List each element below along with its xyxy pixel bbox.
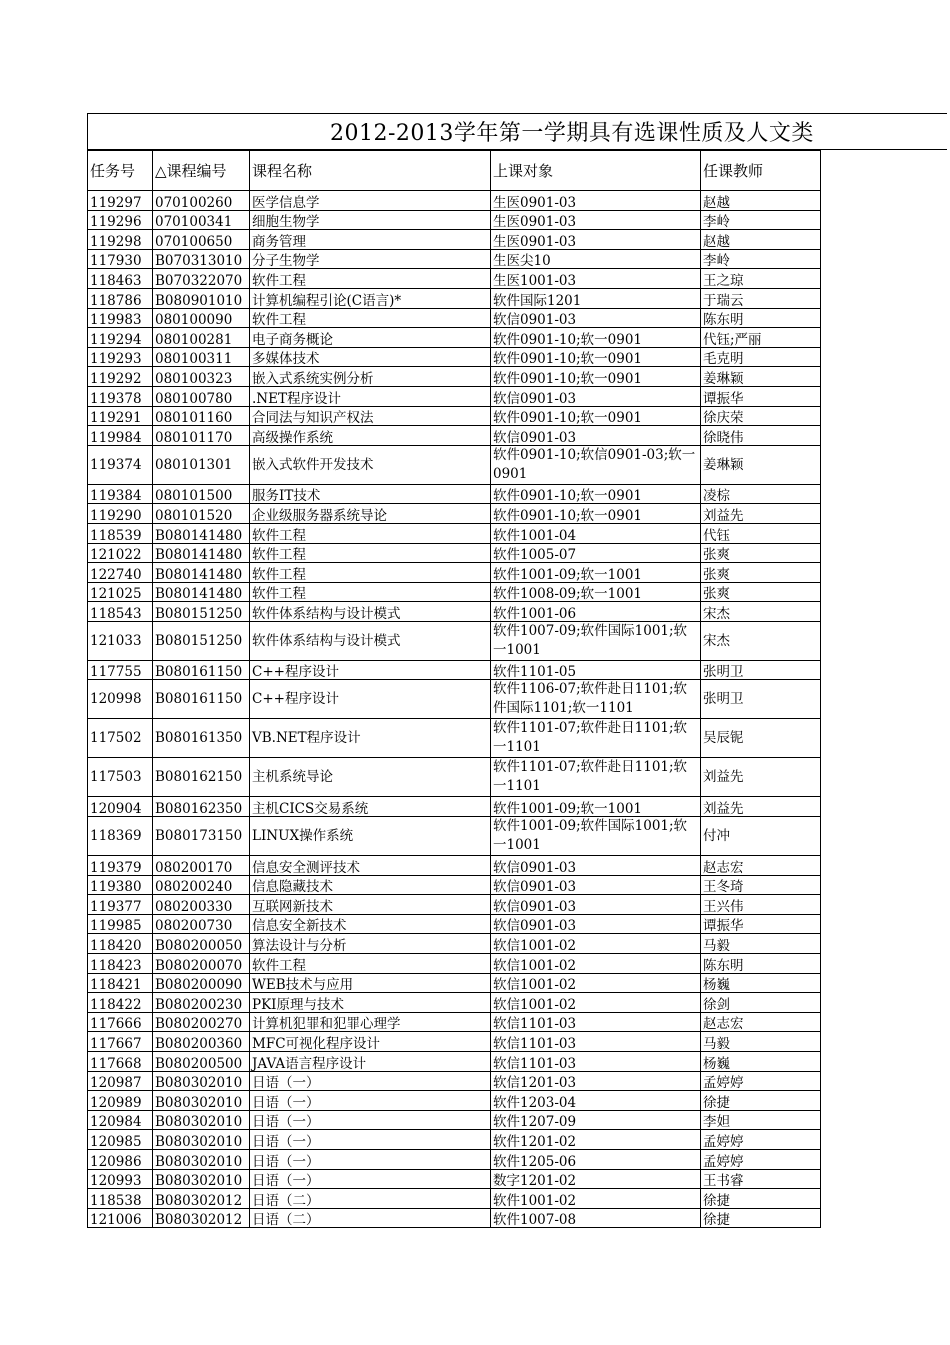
teacher-cell: 李岭 [701, 210, 821, 230]
table-body [88, 191, 821, 1228]
teacher-cell: 徐晓伟 [701, 426, 821, 446]
task-id-cell: 119296 [88, 210, 153, 230]
task-id-cell: 119380 [88, 875, 153, 895]
course-name-cell: 算法设计与分析 [250, 934, 491, 954]
task-id-cell: 120987 [88, 1071, 153, 1091]
table-row [88, 1189, 821, 1209]
teacher-cell: 于瑞云 [701, 288, 821, 308]
course-name-cell: 软件工程 [250, 269, 491, 289]
table-row [88, 484, 821, 504]
task-id-cell: 118543 [88, 602, 153, 622]
course-name-cell: 软件工程 [250, 563, 491, 583]
table-row [88, 758, 821, 797]
class-target-cell: 软件1001-04 [491, 523, 701, 543]
course-name-cell: PKI原理与技术 [250, 993, 491, 1013]
teacher-cell: 吴辰铌 [701, 719, 821, 758]
course-code-cell: B080141480 [153, 523, 250, 543]
teacher-cell: 杨巍 [701, 1052, 821, 1072]
class-target-cell: 软件1101-07;软件赴日1101;软一1101 [491, 719, 701, 758]
class-target-cell: 软件1001-02 [491, 1189, 701, 1209]
course-code-cell: B080302010 [153, 1071, 250, 1091]
task-id-cell: 118786 [88, 288, 153, 308]
task-id-cell: 118420 [88, 934, 153, 954]
teacher-cell: 谭振华 [701, 386, 821, 406]
course-code-cell: 080101301 [153, 445, 250, 484]
header-row [88, 151, 821, 191]
course-code-cell: 070100341 [153, 210, 250, 230]
teacher-cell: 杨巍 [701, 973, 821, 993]
course-name-cell: 信息隐藏技术 [250, 875, 491, 895]
course-code-cell: B080161350 [153, 719, 250, 758]
teacher-cell: 李妲 [701, 1110, 821, 1130]
class-target-cell: 软信1101-03 [491, 1032, 701, 1052]
teacher-cell: 赵志宏 [701, 1012, 821, 1032]
table-row [88, 543, 821, 563]
course-name-cell: VB.NET程序设计 [250, 719, 491, 758]
teacher-cell: 徐捷 [701, 1208, 821, 1228]
teacher-cell: 宋杰 [701, 602, 821, 622]
course-name-cell: 软件体系结构与设计模式 [250, 621, 491, 660]
teacher-cell: 王书睿 [701, 1169, 821, 1189]
table-row [88, 797, 821, 817]
course-table [87, 150, 821, 1228]
course-code-cell: 080101160 [153, 406, 250, 426]
course-name-cell: 主机CICS交易系统 [250, 797, 491, 817]
table-row [88, 308, 821, 328]
task-id-cell: 118421 [88, 973, 153, 993]
class-target-cell: 软件1001-06 [491, 602, 701, 622]
title-row [87, 113, 947, 150]
task-id-cell: 121022 [88, 543, 153, 563]
table-row [88, 875, 821, 895]
class-target-cell: 软信0901-03 [491, 895, 701, 915]
course-name-cell: 高级操作系统 [250, 426, 491, 446]
course-code-cell: 080100780 [153, 386, 250, 406]
task-id-cell: 120998 [88, 680, 153, 719]
header-teacher: 任课教师 [701, 151, 821, 191]
class-target-cell: 软信0901-03 [491, 875, 701, 895]
course-name-cell: C++程序设计 [250, 660, 491, 680]
course-code-cell: B080151250 [153, 602, 250, 622]
course-code-cell: B080141480 [153, 543, 250, 563]
class-target-cell: 软件0901-10;软信0901-03;软一0901 [491, 445, 701, 484]
class-target-cell: 软信1001-02 [491, 934, 701, 954]
teacher-cell: 凌棕 [701, 484, 821, 504]
teacher-cell: 刘益先 [701, 504, 821, 524]
course-name-cell: 日语（一） [250, 1110, 491, 1130]
teacher-cell: 张明卫 [701, 680, 821, 719]
teacher-cell: 徐捷 [701, 1189, 821, 1209]
course-name-cell: LINUX操作系统 [250, 817, 491, 856]
course-name-cell: 软件体系结构与设计模式 [250, 602, 491, 622]
table-row [88, 249, 821, 269]
course-code-cell: B080302010 [153, 1110, 250, 1130]
course-code-cell: B080200270 [153, 1012, 250, 1032]
class-target-cell: 软信1201-03 [491, 1071, 701, 1091]
teacher-cell: 毛克明 [701, 347, 821, 367]
class-target-cell: 软信0901-03 [491, 914, 701, 934]
table-row [88, 386, 821, 406]
class-target-cell: 软件1008-09;软一1001 [491, 582, 701, 602]
table-row [88, 660, 821, 680]
teacher-cell: 谭振华 [701, 914, 821, 934]
course-code-cell: B080173150 [153, 817, 250, 856]
course-code-cell: 080100311 [153, 347, 250, 367]
task-id-cell: 119983 [88, 308, 153, 328]
course-code-cell: 080100281 [153, 328, 250, 348]
task-id-cell: 119384 [88, 484, 153, 504]
teacher-cell: 张爽 [701, 582, 821, 602]
teacher-cell: 张明卫 [701, 660, 821, 680]
class-target-cell: 软信0901-03 [491, 426, 701, 446]
teacher-cell: 孟婷婷 [701, 1130, 821, 1150]
header-class-target: 上课对象 [491, 151, 701, 191]
course-name-cell: 日语（一） [250, 1149, 491, 1169]
course-name-cell: 计算机编程引论(C语言)* [250, 288, 491, 308]
task-id-cell: 119378 [88, 386, 153, 406]
table-row [88, 1071, 821, 1091]
header-course-name: 课程名称 [250, 151, 491, 191]
course-code-cell: 070100650 [153, 230, 250, 250]
course-name-cell: 软件工程 [250, 523, 491, 543]
class-target-cell: 软信1001-02 [491, 993, 701, 1013]
course-name-cell: 信息安全新技术 [250, 914, 491, 934]
course-name-cell: 软件工程 [250, 308, 491, 328]
class-target-cell: 软件0901-10;软一0901 [491, 504, 701, 524]
table-row [88, 504, 821, 524]
task-id-cell: 119290 [88, 504, 153, 524]
course-code-cell: B080200090 [153, 973, 250, 993]
table-row [88, 230, 821, 250]
task-id-cell: 119374 [88, 445, 153, 484]
class-target-cell: 软信1101-03 [491, 1052, 701, 1072]
class-target-cell: 生医0901-03 [491, 230, 701, 250]
course-code-cell: B080302010 [153, 1130, 250, 1150]
teacher-cell: 陈东明 [701, 308, 821, 328]
class-target-cell: 软件0901-10;软一0901 [491, 328, 701, 348]
task-id-cell: 119379 [88, 856, 153, 876]
class-target-cell: 生医1001-03 [491, 269, 701, 289]
class-target-cell: 软件1007-09;软件国际1001;软一1001 [491, 621, 701, 660]
course-name-cell: .NET程序设计 [250, 386, 491, 406]
table-row [88, 523, 821, 543]
class-target-cell: 软信1001-02 [491, 973, 701, 993]
class-target-cell: 生医0901-03 [491, 210, 701, 230]
class-target-cell: 软件1001-09;软件国际1001;软一1001 [491, 817, 701, 856]
course-name-cell: JAVA语言程序设计 [250, 1052, 491, 1072]
class-target-cell: 软件0901-10;软一0901 [491, 484, 701, 504]
teacher-cell: 姜琳颖 [701, 367, 821, 387]
class-target-cell: 生医尖10 [491, 249, 701, 269]
course-name-cell: 嵌入式系统实例分析 [250, 367, 491, 387]
course-name-cell: 分子生物学 [250, 249, 491, 269]
class-target-cell: 软件0901-10;软一0901 [491, 347, 701, 367]
task-id-cell: 119293 [88, 347, 153, 367]
table-row [88, 406, 821, 426]
class-target-cell: 软件0901-10;软一0901 [491, 367, 701, 387]
table-row [88, 914, 821, 934]
course-code-cell: 080101500 [153, 484, 250, 504]
class-target-cell: 软件1007-08 [491, 1208, 701, 1228]
task-id-cell: 119298 [88, 230, 153, 250]
course-name-cell: C++程序设计 [250, 680, 491, 719]
course-code-cell: B080302010 [153, 1091, 250, 1111]
course-name-cell: 商务管理 [250, 230, 491, 250]
teacher-cell: 徐庆荣 [701, 406, 821, 426]
class-target-cell: 数字1201-02 [491, 1169, 701, 1189]
table-row [88, 993, 821, 1013]
course-name-cell: 日语（一） [250, 1071, 491, 1091]
course-code-cell: B080151250 [153, 621, 250, 660]
class-target-cell: 软件1203-04 [491, 1091, 701, 1111]
task-id-cell: 120904 [88, 797, 153, 817]
course-name-cell: 细胞生物学 [250, 210, 491, 230]
course-code-cell: 070100260 [153, 191, 250, 211]
teacher-cell: 赵越 [701, 191, 821, 211]
course-code-cell: B080200360 [153, 1032, 250, 1052]
course-name-cell: 信息安全测评技术 [250, 856, 491, 876]
teacher-cell: 赵越 [701, 230, 821, 250]
task-id-cell: 119984 [88, 426, 153, 446]
task-id-cell: 118422 [88, 993, 153, 1013]
course-name-cell: 软件工程 [250, 543, 491, 563]
course-code-cell: 080100323 [153, 367, 250, 387]
class-target-cell: 软件1201-02 [491, 1130, 701, 1150]
class-target-cell: 软件1101-05 [491, 660, 701, 680]
task-id-cell: 117930 [88, 249, 153, 269]
course-code-cell: B070322070 [153, 269, 250, 289]
table-row [88, 856, 821, 876]
teacher-cell: 王之琼 [701, 269, 821, 289]
class-target-cell: 软件1101-07;软件赴日1101;软一1101 [491, 758, 701, 797]
course-code-cell: B080200070 [153, 954, 250, 974]
task-id-cell: 119291 [88, 406, 153, 426]
table-row [88, 426, 821, 446]
table-row [88, 954, 821, 974]
task-id-cell: 117502 [88, 719, 153, 758]
table-row [88, 1110, 821, 1130]
teacher-cell: 张爽 [701, 543, 821, 563]
class-target-cell: 软信0901-03 [491, 856, 701, 876]
course-code-cell: B080141480 [153, 563, 250, 583]
course-code-cell: 080200730 [153, 914, 250, 934]
teacher-cell: 代钰 [701, 523, 821, 543]
table-row [88, 973, 821, 993]
teacher-cell: 徐捷 [701, 1091, 821, 1111]
task-id-cell: 117755 [88, 660, 153, 680]
teacher-cell: 李岭 [701, 249, 821, 269]
task-id-cell: 119985 [88, 914, 153, 934]
course-code-cell: B080161150 [153, 680, 250, 719]
task-id-cell: 120989 [88, 1091, 153, 1111]
course-name-cell: 多媒体技术 [250, 347, 491, 367]
table-row [88, 191, 821, 211]
task-id-cell: 117668 [88, 1052, 153, 1072]
teacher-cell: 马毅 [701, 1032, 821, 1052]
course-code-cell: B080141480 [153, 582, 250, 602]
table-row [88, 328, 821, 348]
teacher-cell: 刘益先 [701, 758, 821, 797]
table-row [88, 621, 821, 660]
course-code-cell: B070313010 [153, 249, 250, 269]
class-target-cell: 软件1207-09 [491, 1110, 701, 1130]
task-id-cell: 121006 [88, 1208, 153, 1228]
table-row [88, 445, 821, 484]
teacher-cell: 马毅 [701, 934, 821, 954]
course-code-cell: B080200500 [153, 1052, 250, 1072]
course-name-cell: 企业级服务器系统导论 [250, 504, 491, 524]
teacher-cell: 徐剑 [701, 993, 821, 1013]
course-name-cell: 合同法与知识产权法 [250, 406, 491, 426]
table-row [88, 934, 821, 954]
table-row [88, 719, 821, 758]
teacher-cell: 孟婷婷 [701, 1071, 821, 1091]
course-name-cell: 服务IT技术 [250, 484, 491, 504]
course-name-cell: WEB技术与应用 [250, 973, 491, 993]
course-code-cell: B080901010 [153, 288, 250, 308]
table-row [88, 1012, 821, 1032]
course-code-cell: B080302010 [153, 1149, 250, 1169]
task-id-cell: 118538 [88, 1189, 153, 1209]
table-row [88, 269, 821, 289]
class-target-cell: 生医0901-03 [491, 191, 701, 211]
task-id-cell: 118369 [88, 817, 153, 856]
task-id-cell: 119297 [88, 191, 153, 211]
course-name-cell: 计算机犯罪和犯罪心理学 [250, 1012, 491, 1032]
task-id-cell: 120993 [88, 1169, 153, 1189]
course-code-cell: B080302010 [153, 1169, 250, 1189]
teacher-cell: 姜琳颖 [701, 445, 821, 484]
task-id-cell: 119377 [88, 895, 153, 915]
table-row [88, 288, 821, 308]
course-name-cell: 日语（二） [250, 1208, 491, 1228]
class-target-cell: 软信1101-03 [491, 1012, 701, 1032]
table-row [88, 367, 821, 387]
course-name-cell: 日语（一） [250, 1091, 491, 1111]
course-code-cell: 080101170 [153, 426, 250, 446]
teacher-cell: 刘益先 [701, 797, 821, 817]
course-name-cell: 日语（一） [250, 1130, 491, 1150]
table-row [88, 895, 821, 915]
teacher-cell: 张爽 [701, 563, 821, 583]
course-code-cell: B080162150 [153, 758, 250, 797]
task-id-cell: 117667 [88, 1032, 153, 1052]
table-row [88, 680, 821, 719]
page-title: 2012-2013学年第一学期具有选课性质及人文类 [330, 121, 814, 146]
table-row [88, 1032, 821, 1052]
table-row [88, 1169, 821, 1189]
header-task-id: 任务号 [88, 151, 153, 191]
teacher-cell: 孟婷婷 [701, 1149, 821, 1169]
course-name-cell: 软件工程 [250, 954, 491, 974]
task-id-cell: 121025 [88, 582, 153, 602]
course-code-cell: 080100090 [153, 308, 250, 328]
teacher-cell: 王兴伟 [701, 895, 821, 915]
course-name-cell: 电子商务概论 [250, 328, 491, 348]
teacher-cell: 代钰;严丽 [701, 328, 821, 348]
course-code-cell: B080161150 [153, 660, 250, 680]
course-code-cell: 080200240 [153, 875, 250, 895]
course-code-cell: B080200230 [153, 993, 250, 1013]
teacher-cell: 王冬琦 [701, 875, 821, 895]
table-row [88, 563, 821, 583]
class-target-cell: 软信1001-02 [491, 954, 701, 974]
class-target-cell: 软信0901-03 [491, 308, 701, 328]
class-target-cell: 软件1001-09;软一1001 [491, 563, 701, 583]
course-name-cell: MFC可视化程序设计 [250, 1032, 491, 1052]
class-target-cell: 软件0901-10;软一0901 [491, 406, 701, 426]
course-name-cell: 主机系统导论 [250, 758, 491, 797]
teacher-cell: 赵志宏 [701, 856, 821, 876]
course-code-cell: B080200050 [153, 934, 250, 954]
table-row [88, 1208, 821, 1228]
table-row [88, 602, 821, 622]
course-name-cell: 嵌入式软件开发技术 [250, 445, 491, 484]
class-target-cell: 软件1106-07;软件赴日1101;软件国际1101;软一1101 [491, 680, 701, 719]
table-row [88, 210, 821, 230]
course-name-cell: 软件工程 [250, 582, 491, 602]
class-target-cell: 软信0901-03 [491, 386, 701, 406]
course-name-cell: 互联网新技术 [250, 895, 491, 915]
table-row [88, 347, 821, 367]
class-target-cell: 软件1005-07 [491, 543, 701, 563]
table-row [88, 1091, 821, 1111]
teacher-cell: 付冲 [701, 817, 821, 856]
class-target-cell: 软件国际1201 [491, 288, 701, 308]
task-id-cell: 120984 [88, 1110, 153, 1130]
course-code-cell: B080302012 [153, 1208, 250, 1228]
spreadsheet [87, 113, 947, 1228]
course-name-cell: 日语（二） [250, 1189, 491, 1209]
table-row [88, 1052, 821, 1072]
task-id-cell: 120985 [88, 1130, 153, 1150]
task-id-cell: 121033 [88, 621, 153, 660]
course-code-cell: B080162350 [153, 797, 250, 817]
header-course-code: △课程编号 [153, 151, 250, 191]
course-code-cell: 080200170 [153, 856, 250, 876]
teacher-cell: 宋杰 [701, 621, 821, 660]
table-row [88, 1149, 821, 1169]
task-id-cell: 120986 [88, 1149, 153, 1169]
course-name-cell: 日语（一） [250, 1169, 491, 1189]
task-id-cell: 118539 [88, 523, 153, 543]
course-name-cell: 医学信息学 [250, 191, 491, 211]
task-id-cell: 117666 [88, 1012, 153, 1032]
class-target-cell: 软件1001-09;软一1001 [491, 797, 701, 817]
task-id-cell: 117503 [88, 758, 153, 797]
course-code-cell: 080101520 [153, 504, 250, 524]
table-row [88, 1130, 821, 1150]
course-code-cell: B080302012 [153, 1189, 250, 1209]
task-id-cell: 119292 [88, 367, 153, 387]
class-target-cell: 软件1205-06 [491, 1149, 701, 1169]
task-id-cell: 118463 [88, 269, 153, 289]
task-id-cell: 122740 [88, 563, 153, 583]
task-id-cell: 118423 [88, 954, 153, 974]
table-row [88, 817, 821, 856]
task-id-cell: 119294 [88, 328, 153, 348]
teacher-cell: 陈东明 [701, 954, 821, 974]
course-code-cell: 080200330 [153, 895, 250, 915]
table-row [88, 582, 821, 602]
